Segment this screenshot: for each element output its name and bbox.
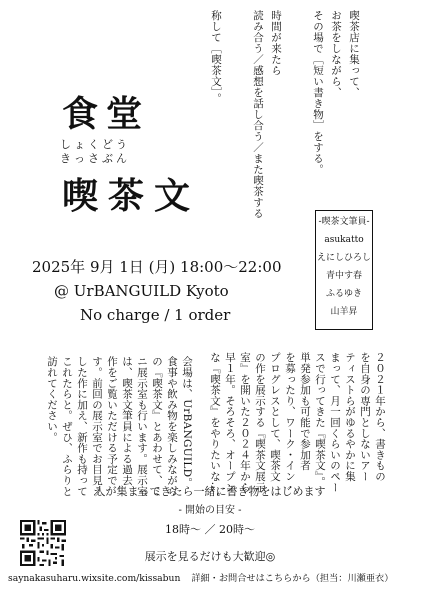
body-line: スで行ってきた『喫茶文』。 [314,352,326,488]
footer [8,570,393,584]
event-fee: No charge / 1 order [80,306,231,324]
poem-line-3: その場で［短い書き物］をする。 [312,10,324,175]
body-line: 室』を開いた２０２４年から [239,352,251,493]
body-line: まって、月一回くらいのペー [329,352,341,493]
exhibition-note: 展示を見るだけも大歓迎◎ [144,550,276,563]
poem-line-1: 喫茶店に集って、 [348,10,360,98]
title-ruby [60,138,130,166]
body-line: ２０２１年から、書きもの [374,352,386,482]
poem-line-5: 時間が来たら [270,10,282,76]
poem-line-2: お茶をしながら、 [330,10,342,98]
website-link[interactable]: saynakasuharu.wixsite.com/kissabun [8,573,181,584]
body-line: す。前回の展示室でお目見え [91,356,103,497]
body-line: の『喫茶文』とあわせて、ミ [151,356,163,497]
start-times: 18時〜 ／ 20時〜 [165,523,255,536]
body-line: 会場は、UrBANGUILD。 [181,356,193,489]
event-title-main: 食堂 [62,93,151,135]
event-title-sub: 喫茶文 [62,175,201,217]
members-box [315,210,373,330]
body-line: 単発参加も可能で参加者 [299,352,311,471]
member-name: 青中す春 [325,271,362,281]
event-info [32,255,282,327]
body-line: 食事や飲み物を楽しみながら [166,356,178,497]
body-line: プログレスとして、喫茶文 [269,352,281,482]
body-line: を募ったり、ワーク・イン・ [284,352,296,493]
body-line: 訪れてください。 [46,356,58,443]
body-line: 早１年。そろそろ、オープン [224,352,236,493]
body-line: ニ展示室も行います。展示室 [136,356,148,497]
member-name: ふるゆき [325,289,362,299]
members-heading: -喫茶文筆員- [318,217,370,227]
start-guide-heading: - 開始の目安 - [178,505,242,516]
bottom-lead: 人が集まってきたら一緒に書き物をはじめます [94,485,326,498]
body-line: ティストらがゆるやかに集 [344,352,356,482]
event-venue: @ UrBANGUILD Kyoto [54,282,229,300]
ruby-line-2: きっさぶん [60,152,130,165]
member-name: 山羊昇 [330,307,358,317]
bottom-info [90,482,330,566]
qr-code[interactable] [20,520,66,566]
body-line: の作を展示する『喫茶文展示 [254,352,266,493]
member-name: えにしひろし [316,253,371,263]
contact-note: 詳細・お問合せはこちらから（担当：川瀬亜衣） [191,573,394,584]
body-line: これたらと。ぜひ、ふらりと [61,356,73,497]
body-line: な『喫茶文』をやりたいな…。 [209,352,221,504]
poem-line-8: 称して［喫茶文］。 [210,10,222,104]
event-date: 2025年 9月 1日 (月) 18:00〜22:00 [32,258,282,276]
body-line: 作をご覧いただける予定で [106,356,118,486]
poem-line-6: 読み合う／感想を話し合う／また喫茶する [252,10,264,219]
body-line: した作に加え、新作も持って [76,356,88,497]
body-line: は、喫茶文筆員による過去 [121,356,133,486]
body-line: を自身の専門としないアー [359,352,371,482]
ruby-line-1: しょくどう [60,138,130,151]
member-name: asukatto [324,235,364,245]
